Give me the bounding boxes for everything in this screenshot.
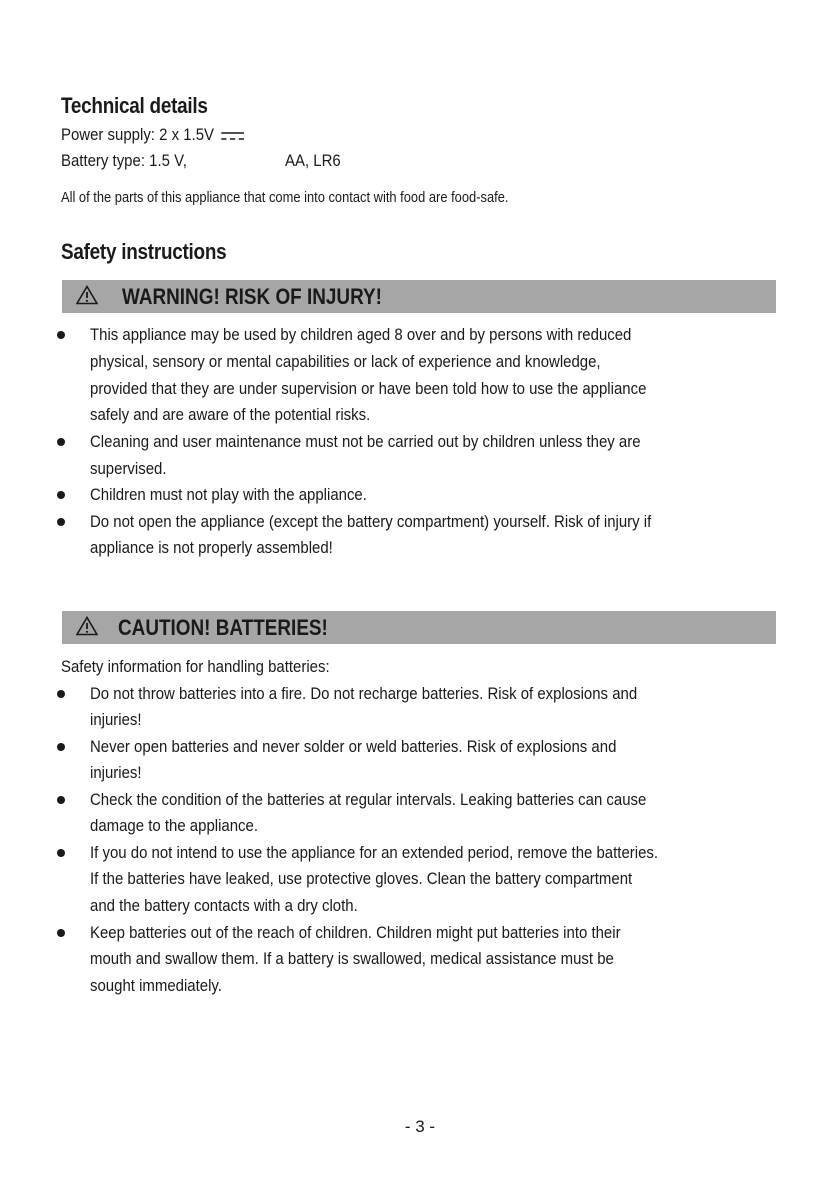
caution-line: injuries!: [90, 763, 142, 782]
technical-details-heading: Technical details: [61, 93, 208, 118]
caution-line: sought immediately.: [90, 976, 222, 995]
bullet-icon: [57, 690, 65, 698]
battery-type-value: AA, LR6: [285, 151, 341, 170]
warning-line: physical, sensory or mental capabilities or lack of experience and knowledge,: [90, 352, 601, 371]
warning-triangle-icon: [76, 616, 98, 636]
safety-instructions-heading: Safety instructions: [61, 239, 227, 264]
caution-line: mouth and swallow them. If a battery is swallowed, medical assistance must be: [90, 949, 614, 968]
bullet-icon: [57, 491, 65, 499]
caution-line: Do not throw batteries into a fire. Do not recharge batteries. Risk of explosions and: [90, 684, 638, 703]
caution-banner: [62, 611, 776, 644]
warning-banner-title: WARNING! RISK OF INJURY!: [122, 284, 382, 309]
caution-banner-title: CAUTION! BATTERIES!: [118, 615, 328, 640]
warning-line: Do not open the appliance (except the battery compartment) yourself. Risk of injury if: [90, 512, 652, 531]
caution-line: Never open batteries and never solder or weld batteries. Risk of explosions and: [90, 737, 617, 756]
warning-line: supervised.: [90, 459, 167, 478]
warning-banner: [62, 280, 776, 313]
caution-line: injuries!: [90, 710, 142, 729]
caution-line: Check the condition of the batteries at regular intervals. Leaking batteries can cause: [90, 790, 647, 809]
caution-line: damage to the appliance.: [90, 816, 259, 835]
warning-line: This appliance may be used by children aged 8 over and by persons with reduced: [90, 325, 632, 344]
bullet-icon: [57, 438, 65, 446]
page-number: - 3 -: [404, 1117, 436, 1136]
caution-line: If you do not intend to use the appliance for an extended period, remove the batteries.: [90, 843, 659, 862]
caution-line: If the batteries have leaked, use protective gloves. Clean the battery compartment: [90, 869, 633, 888]
warning-line: Children must not play with the appliance.: [90, 485, 367, 504]
power-supply-line: [61, 125, 244, 145]
bullet-icon: [57, 743, 65, 751]
bullet-icon: [57, 796, 65, 804]
caution-line: and the battery contacts with a dry cloth.: [90, 896, 358, 915]
bullet-icon: [57, 331, 65, 339]
warning-line: Cleaning and user maintenance must not be carried out by children unless they are: [90, 432, 641, 451]
food-safe-note: All of the parts of this appliance that come into contact with food are food-safe.: [61, 189, 509, 206]
caution-intro: Safety information for handling batteries:: [61, 657, 330, 676]
caution-line: Keep batteries out of the reach of children. Children might put batteries into their: [90, 923, 621, 942]
warning-line: appliance is not properly assembled!: [90, 538, 333, 557]
power-supply-text: Power supply: 2 x 1.5V: [61, 125, 215, 144]
battery-type-label: Battery type: 1.5 V,: [61, 151, 187, 170]
bullet-icon: [57, 518, 65, 526]
warning-triangle-icon: [76, 285, 98, 305]
direct-current-icon: [221, 131, 244, 141]
warning-line: provided that they are under supervision or have been told how to use the appliance: [90, 379, 647, 398]
warning-line: safely and are aware of the potential risks.: [90, 405, 371, 424]
bullet-icon: [57, 849, 65, 857]
bullet-icon: [57, 929, 65, 937]
